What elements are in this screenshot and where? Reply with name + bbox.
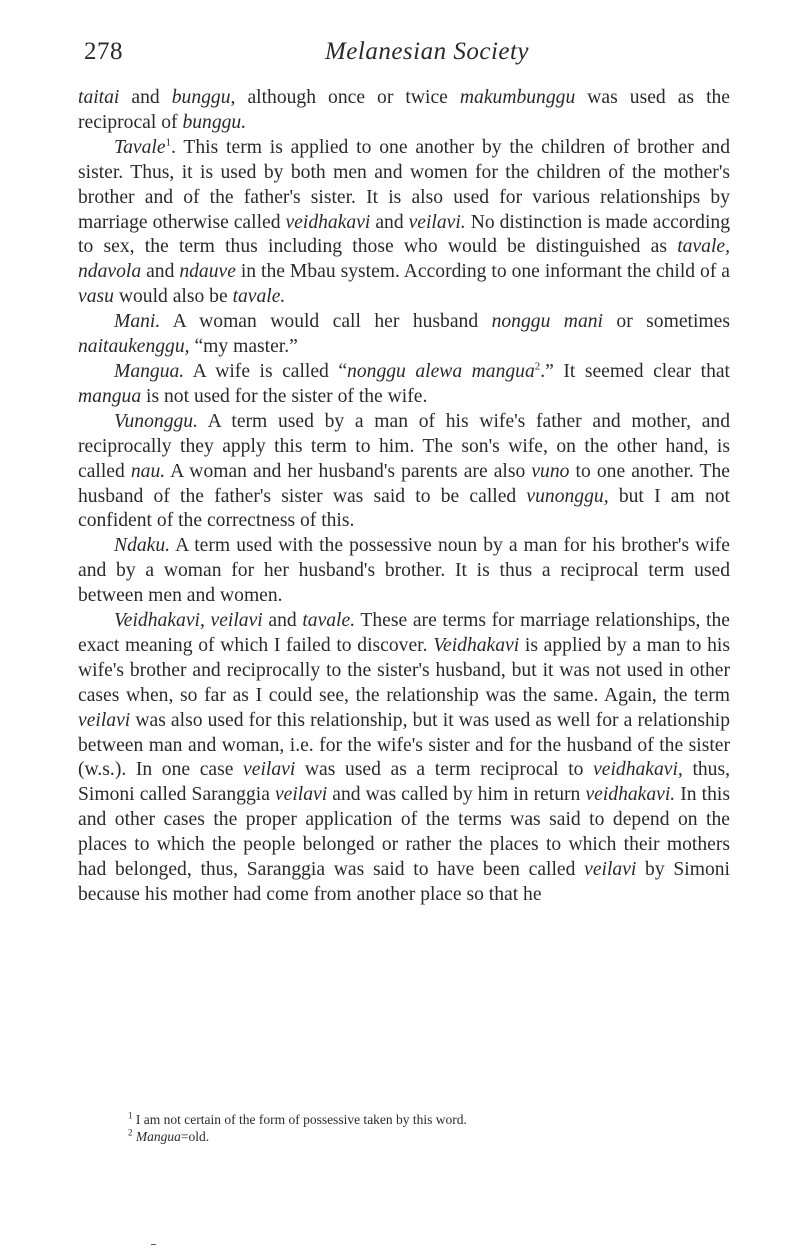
text-run: In this and other cases the proper application of the terms was said to depend on the places to which the people belonged or rather the places to which their mothers had belonged, thus, Saranggia was said to have been called bbox=[78, 784, 730, 881]
italic-term: vasu bbox=[78, 286, 114, 308]
footnote-marker: 2 bbox=[534, 360, 541, 373]
text-run: No distinction is made according to sex, the term thus including those who would be distinguished as bbox=[78, 211, 730, 258]
text-run: to one another. The husband of the father's sister was said to be called bbox=[78, 460, 730, 507]
italic-term: veidhakavi, bbox=[593, 759, 683, 781]
italic-term: taitai bbox=[78, 87, 120, 108]
italic-term: bunggu bbox=[171, 87, 231, 108]
text-run: .” It seemed clear that bbox=[540, 360, 731, 382]
italic-term: veilavi. bbox=[408, 211, 466, 233]
italic-term: Tavale bbox=[114, 136, 166, 158]
footnote-marker: 2 bbox=[128, 1127, 133, 1138]
footnote-marker: 1 bbox=[165, 136, 172, 149]
italic-term: tavale. bbox=[232, 286, 286, 308]
text-run: thus, Simoni called Saranggia bbox=[78, 759, 731, 806]
text-run: and bbox=[119, 87, 172, 108]
text-run: and was called by him in return bbox=[327, 784, 586, 806]
text-run: =old. bbox=[180, 1129, 210, 1144]
text-run: , although once or twice bbox=[230, 87, 460, 108]
italic-term: veilavi bbox=[78, 709, 131, 731]
italic-term: bunggu. bbox=[182, 111, 247, 133]
paragraph-mani bbox=[78, 310, 730, 360]
text-run: A wife is called “ bbox=[184, 360, 348, 382]
text-run: by Simoni because his mother had come from another place so that he bbox=[78, 859, 730, 905]
paragraph-veidhakavi bbox=[78, 609, 730, 908]
text-run: in the Mbau system. According to one informant the child of a bbox=[235, 261, 731, 283]
paragraph-mangua bbox=[78, 360, 730, 410]
italic-term: vuno bbox=[531, 460, 570, 482]
text-run: “my master.” bbox=[189, 336, 298, 358]
italic-term: veidhakavi bbox=[285, 211, 371, 233]
italic-term: veidhakavi. bbox=[585, 784, 676, 806]
italic-term: vunonggu, bbox=[526, 485, 609, 507]
italic-term: ndauve bbox=[179, 261, 236, 283]
text-run: was used as the reciprocal of bbox=[78, 87, 731, 133]
text-run: or sometimes bbox=[602, 311, 730, 333]
text-run: is not used for the sister of the wife. bbox=[141, 385, 428, 407]
italic-term: Mangua bbox=[135, 1129, 181, 1144]
italic-term: Veidhakavi bbox=[433, 634, 520, 656]
footnote-marker: 1 bbox=[128, 1110, 133, 1121]
italic-term: Mani. bbox=[114, 311, 161, 333]
body-text bbox=[78, 86, 730, 908]
footnotes bbox=[128, 1111, 728, 1145]
text-run: A term used by a man of his wife's father and mother, and reciprocally they apply this term to him. The son's wife, on the other hand, is called bbox=[78, 410, 730, 482]
page-number: 278 bbox=[84, 38, 123, 65]
italic-term: tavale, ndavola bbox=[78, 236, 730, 283]
footnote-2 bbox=[128, 1128, 728, 1145]
italic-term: nonggu alewa mangua bbox=[347, 360, 535, 382]
text-run: . This term is applied to one another by the children of brother and sister. Thus, it is used by both men and women for the children of the mother's brother and of the father's sister. It is also used for various relationships by marriage otherwise called bbox=[78, 136, 730, 233]
italic-term: veilavi bbox=[274, 784, 328, 806]
text-run: A woman would call her husband bbox=[160, 311, 492, 333]
paragraph-ndaku bbox=[78, 534, 730, 609]
text-run: These are terms for marriage relationships, the exact meaning of which I failed to discover. bbox=[78, 610, 730, 656]
italic-term: nonggu mani bbox=[491, 311, 603, 333]
text-run: was also used for this relationship, but it was used as well for a relationship between man and woman, i.e. for the wife's sister and for the husband of the sister (w.s.). In one case bbox=[78, 709, 730, 781]
paragraph-tavale bbox=[78, 136, 730, 310]
italic-term: Vunonggu. bbox=[114, 410, 198, 432]
italic-term: nau. bbox=[130, 460, 166, 482]
italic-term: mangua bbox=[78, 385, 142, 407]
footnote-1 bbox=[128, 1111, 728, 1128]
italic-term: tavale. bbox=[302, 610, 356, 632]
text-run: and bbox=[370, 211, 409, 233]
italic-term: Ndaku. bbox=[114, 535, 171, 557]
text-run: would also be bbox=[113, 286, 233, 308]
text-run: was used as a term reciprocal to bbox=[295, 759, 594, 781]
text-run: I am not certain of the form of possessive taken by this word. bbox=[132, 1112, 467, 1127]
italic-term: makumbunggu bbox=[459, 87, 576, 108]
italic-term: veilavi bbox=[584, 859, 637, 881]
text-run: and bbox=[141, 261, 180, 283]
page-header bbox=[84, 38, 730, 74]
italic-term: Veidhakavi, veilavi bbox=[114, 610, 263, 632]
running-title: Melanesian Society bbox=[324, 38, 530, 65]
text-run: A term used with the possessive noun by a man for his brother's wife and by a woman for her husband's brother. It is thus a reciprocal term used between men and women. bbox=[78, 535, 730, 607]
text-run: and bbox=[262, 610, 303, 632]
paragraph-vunonggu bbox=[78, 410, 730, 535]
italic-term: Mangua. bbox=[114, 360, 185, 382]
italic-term: veilavi bbox=[243, 759, 296, 781]
page-mark bbox=[151, 1244, 156, 1245]
italic-term: naitaukenggu, bbox=[78, 336, 190, 358]
text-run: but I am not confident of the correctness of this. bbox=[78, 485, 730, 532]
text-run: is applied by a man to his wife's brother and reciprocally to the sister's husband, but it was not used in other cases when, so far as I could see, the relationship was the same. Again, the term bbox=[78, 634, 730, 706]
text-run: A woman and her husband's parents are also bbox=[165, 460, 532, 482]
paragraph-continuation bbox=[78, 86, 730, 136]
